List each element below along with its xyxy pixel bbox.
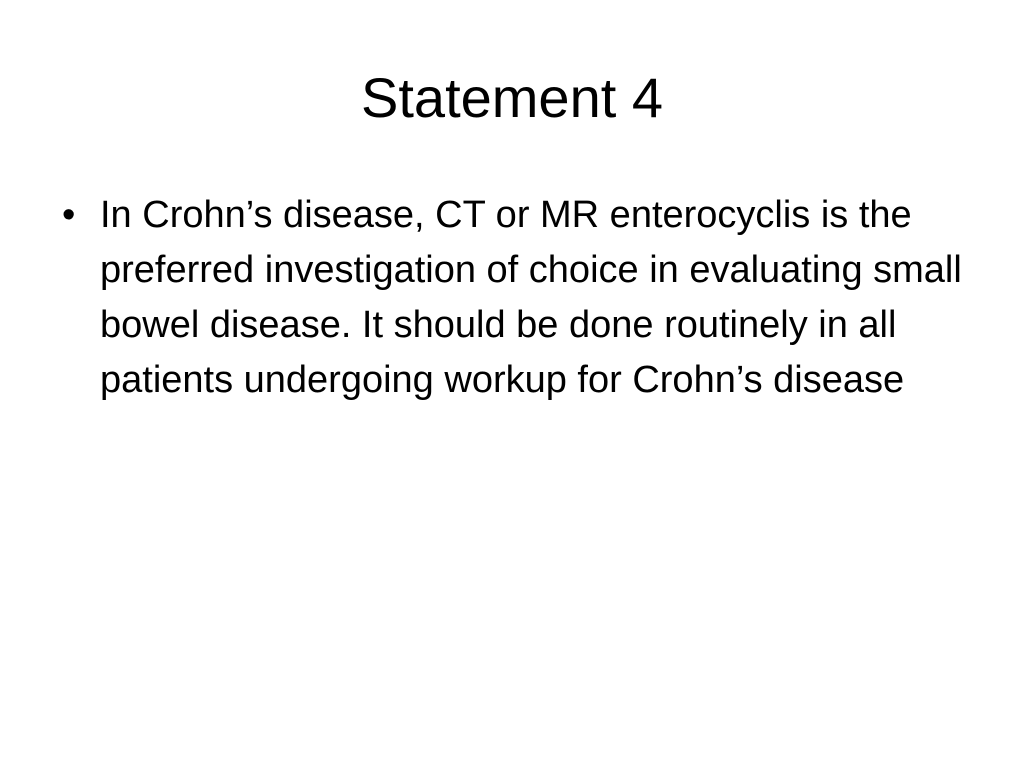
bullet-list — [62, 188, 982, 408]
bullet-item — [62, 188, 982, 408]
bullet-text: In Crohn’s disease, CT or MR enterocyclis is the preferred investigation of choice in evaluating small bowel disease. It should be done routinely in all patients undergoing workup for Crohn’s disease — [100, 194, 962, 401]
slide-title: Statement 4 — [361, 66, 663, 129]
bullet-marker: • — [62, 194, 76, 236]
